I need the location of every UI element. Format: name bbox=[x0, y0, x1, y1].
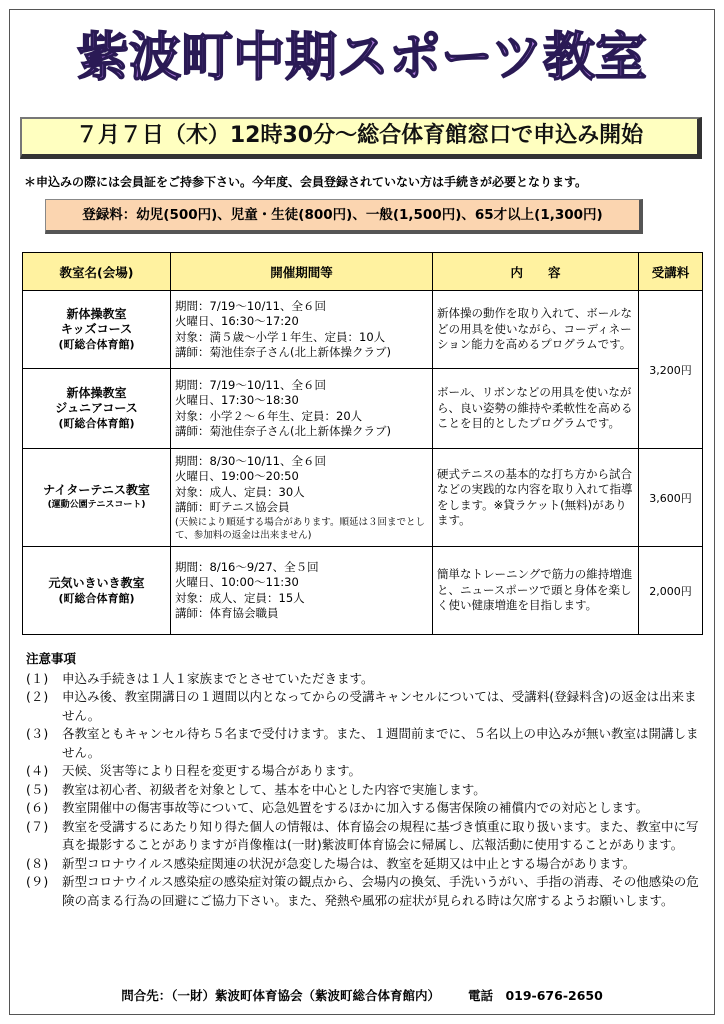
class-venue: (町総合体育館) bbox=[58, 591, 135, 605]
class-content-cell: 簡単なトレーニングで筋力の維持増進と、ニュースポーツで頭と身体を楽しく使い健康増進を目指します。 bbox=[433, 547, 639, 635]
caution-text: 申込み手続きは１人１家族までとさせていただきます。 bbox=[62, 670, 374, 686]
caution-text: 各教室ともキャンセル待ち５名まで受付けます。また、１週間前までに、５名以上の申込みが無い教室は開講しません。 bbox=[62, 726, 699, 760]
caution-item bbox=[26, 818, 706, 855]
table-row bbox=[23, 291, 703, 369]
period-line: 火曜日、16:30～17:20 bbox=[175, 314, 299, 328]
class-content-cell: 新体操の動作を取り入れて、ボールなどの用具を使いながら、コーディネーション能力を高めるプログラムです。 bbox=[433, 291, 639, 369]
period-line: 期間：7/19～10/11、全６回 bbox=[175, 298, 326, 313]
caution-text: 教室を受講するにあたり知り得た個人の情報は、体育協会の規程に基づき慎重に取り扱います。また、教室中に写真を撮影することがありますが肖像権は(一財)紫波町体育協会に帰属し、広報活動に使用することがあります。 bbox=[62, 818, 699, 852]
caution-item bbox=[26, 688, 706, 725]
class-content-cell: ボール、リボンなどの用具を使いながら、良い姿勢の維持や柔軟性を高めることを目的としたプログラムです。 bbox=[433, 369, 639, 449]
caution-item bbox=[26, 781, 706, 800]
period-line: 火曜日、10:00～11:30 bbox=[175, 575, 299, 589]
contact-label: 問合先：（一財）紫波町体育協会（紫波町総合体育館内） bbox=[121, 988, 440, 1003]
period-line: 講師：菊池佳奈子さん(北上新体操クラブ) bbox=[175, 345, 391, 359]
caution-number: (９) bbox=[26, 874, 49, 889]
period-line: 講師：町テニス協会員 bbox=[175, 500, 290, 514]
page-title: 紫波町中期スポーツ教室 bbox=[77, 28, 647, 88]
application-start-banner: ７月７日（木）12時30分～総合体育館窓口で申込み開始 bbox=[20, 117, 702, 159]
table-header-row bbox=[23, 253, 703, 291]
cautions-heading: 注意事項 bbox=[26, 651, 77, 666]
class-name-line: キッズコース bbox=[60, 322, 133, 336]
membership-notice: ＊申込みの際には会員証をご持参下さい。今年度、会員登録されていない方は手続きが必要となります。 bbox=[24, 175, 588, 189]
header-class-name: 教室名(会場) bbox=[23, 253, 171, 291]
header-fee: 受講料 bbox=[639, 253, 703, 291]
class-fee-cell: 2,000円 bbox=[639, 547, 703, 635]
period-line: 期間：7/19～10/11、全６回 bbox=[175, 377, 326, 392]
caution-number: (２) bbox=[26, 689, 49, 704]
caution-text: 教室開催中の傷害事故等について、応急処置をするほかに加入する傷害保険の補償内での対応とします。 bbox=[62, 800, 649, 815]
caution-number: (１) bbox=[26, 670, 49, 686]
period-line: 対象：満５歳～小学１年生、定員：10人 bbox=[175, 329, 386, 344]
caution-item bbox=[26, 799, 706, 818]
caution-item bbox=[26, 670, 706, 689]
caution-text: 教室は初心者、初級者を対象として、基本を中心とした内容で実施します。 bbox=[62, 781, 486, 797]
period-line: 講師：菊池佳奈子さん(北上新体操クラブ) bbox=[175, 424, 391, 438]
caution-text: 新型コロナウイルス感染症関連の状況が急変した場合は、教室を延期又は中止とする場合があります。 bbox=[62, 855, 636, 871]
class-name-cell bbox=[23, 369, 171, 449]
contact-phone: 電話 019-676-2650 bbox=[467, 988, 603, 1003]
caution-number: (７) bbox=[26, 818, 49, 834]
cautions-section bbox=[26, 650, 706, 910]
caution-text: 天候、災害等により日程を変更する場合があります。 bbox=[62, 763, 362, 778]
class-name-cell bbox=[23, 449, 171, 547]
caution-item bbox=[26, 873, 706, 910]
caution-number: (３) bbox=[26, 726, 49, 741]
class-period-cell bbox=[171, 547, 433, 635]
caution-number: (８) bbox=[26, 855, 49, 871]
caution-number: (６) bbox=[26, 800, 49, 815]
caution-number: (５) bbox=[26, 781, 49, 797]
period-note: (天候により順延する場合があります。順延は３回までとして、参加料の返金は出来ません) bbox=[175, 516, 425, 541]
caution-item bbox=[26, 725, 706, 762]
class-venue: (町総合体育館) bbox=[58, 417, 135, 430]
class-name-cell bbox=[23, 291, 171, 369]
class-name-line: ジュニアコース bbox=[55, 401, 138, 415]
caution-number: (４) bbox=[26, 763, 49, 778]
period-line: 講師：体育協会職員 bbox=[175, 606, 279, 620]
caution-text: 申込み後、教室開講日の１週間以内となってからの受講キャンセルについては、受講料(登録料含)の返金は出来ません。 bbox=[62, 689, 697, 723]
class-name-line: ナイターテニス教室 bbox=[43, 482, 150, 497]
period-line: 火曜日、19:00～20:50 bbox=[175, 469, 299, 483]
table-row bbox=[23, 547, 703, 635]
class-table bbox=[22, 252, 703, 635]
period-line: 火曜日、17:30～18:30 bbox=[175, 393, 299, 407]
class-period-cell bbox=[171, 291, 433, 369]
header-period: 開催期間等 bbox=[171, 253, 433, 291]
class-period-cell bbox=[171, 449, 433, 547]
period-line: 期間：8/16～9/27、全５回 bbox=[175, 559, 319, 574]
period-line: 期間：8/30～10/11、全６回 bbox=[175, 453, 326, 468]
table-row bbox=[23, 369, 703, 449]
table-row bbox=[23, 449, 703, 547]
class-name-line: 新体操教室 bbox=[66, 307, 127, 321]
caution-text: 新型コロナウイルス感染症の感染症対策の観点から、会場内の換気、手洗いうがい、手指の消毒、その他感染の危険の高まる行為の回避にご協力下さい。また、発熱や風邪の症状が見られる時は欠席するようお願いします。 bbox=[62, 874, 699, 908]
caution-item bbox=[26, 762, 706, 781]
header-content: 内 容 bbox=[433, 253, 639, 291]
class-fee-cell: 3,600円 bbox=[639, 449, 703, 547]
class-name-line: 元気いきいき教室 bbox=[48, 575, 145, 590]
class-name-line: 新体操教室 bbox=[66, 386, 127, 400]
registration-fee-box: 登録料：幼児(500円)、児童・生徒(800円)、一般(1,500円)、65才以上(1,300円) bbox=[45, 199, 643, 234]
class-period-cell bbox=[171, 369, 433, 449]
class-fee-cell: 3,200円 bbox=[639, 291, 703, 449]
class-name-cell bbox=[23, 547, 171, 635]
class-venue: (運動公園テニスコート) bbox=[47, 499, 146, 510]
class-venue: (町総合体育館) bbox=[58, 338, 135, 351]
period-line: 対象：成人、定員：15人 bbox=[175, 590, 305, 605]
period-line: 対象：成人、定員：30人 bbox=[175, 484, 305, 499]
class-content-cell: 硬式テニスの基本的な打ち方から試合などの実践的な内容を取り入れて指導をします。※貸ラケット(無料)があります。 bbox=[433, 449, 639, 547]
contact-info bbox=[0, 988, 724, 1004]
period-line: 対象：小学２～６年生、定員：20人 bbox=[175, 408, 363, 423]
caution-item bbox=[26, 855, 706, 874]
